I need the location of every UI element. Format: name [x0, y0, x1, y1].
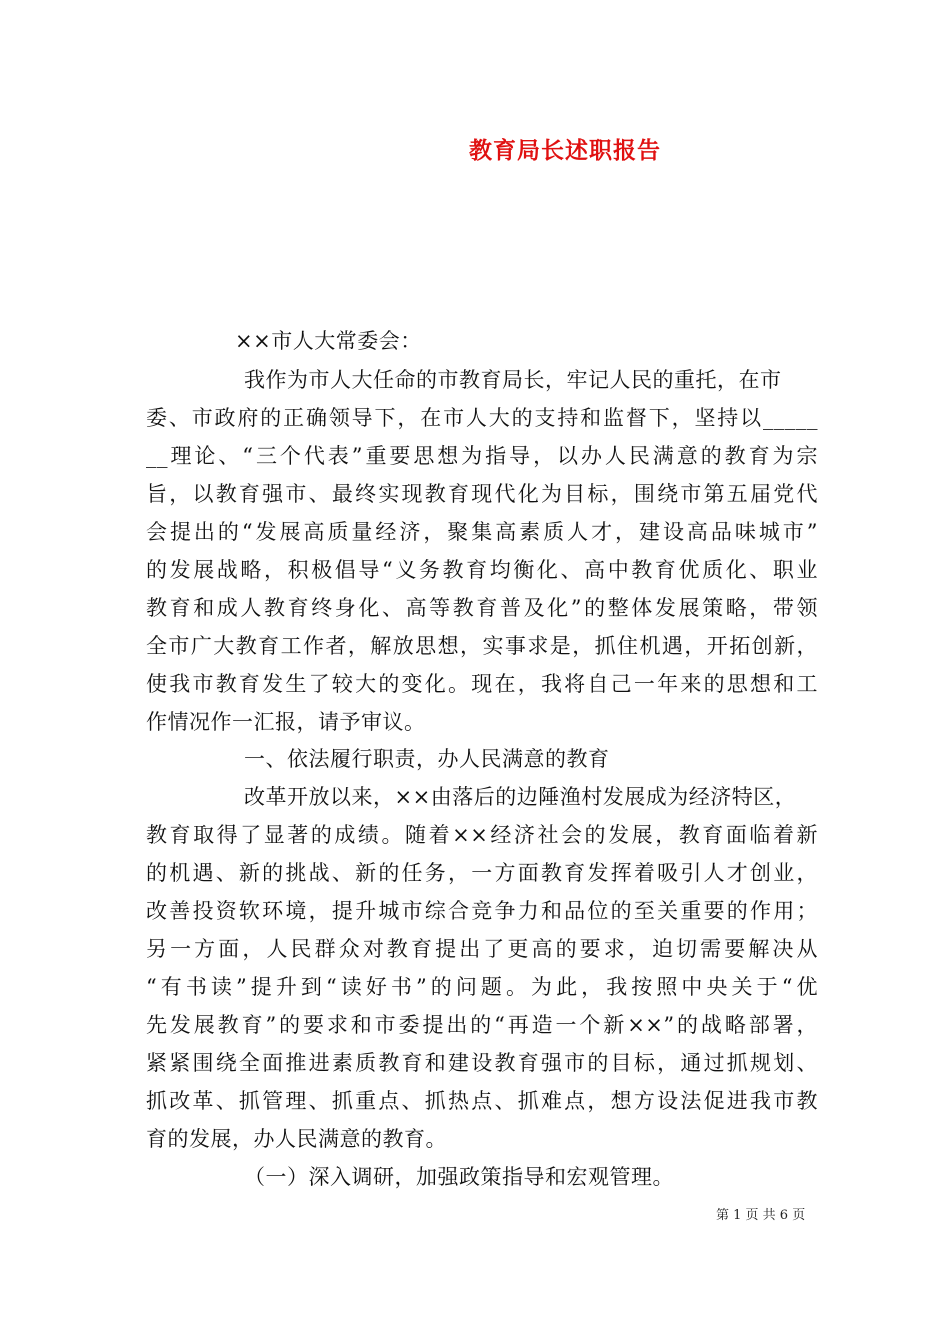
body-text-line: 使我市教育发生了较大的变化。现在，我将自己一年来的思想和工 — [146, 672, 818, 696]
page-number-footer: 第 1 页 共 6 页 — [716, 1208, 806, 1223]
document-title: 教育局长述职报告 — [469, 137, 661, 164]
body-text-line: 教育取得了显著的成绩。随着××经济社会的发展，教育面临着新 — [146, 823, 818, 847]
body-text-line: 抓改革、抓管理、抓重点、抓热点、抓难点，想方设法促进我市教 — [146, 1089, 818, 1113]
body-text-line: __理论、“三个代表”重要思想为指导，以办人民满意的教育为宗 — [146, 444, 818, 468]
body-text-line: 旨，以教育强市、最终实现教育现代化为目标，围绕市第五届党代 — [146, 482, 818, 506]
body-text-line: （一）深入调研，加强政策指导和宏观管理。 — [244, 1165, 674, 1189]
body-text-line: 委、市政府的正确领导下，在市人大的支持和监督下，坚持以_____ — [146, 406, 818, 430]
body-text-line: 紧紧围绕全面推进素质教育和建设教育强市的目标，通过抓规划、 — [146, 1051, 818, 1075]
body-text-line: 作情况作一汇报，请予审议。 — [146, 710, 426, 734]
body-text-line: 教育和成人教育终身化、高等教育普及化”的整体发展策略，带领 — [146, 596, 818, 620]
body-text-line: 的机遇、新的挑战、新的任务，一方面教育发挥着吸引人才创业， — [146, 861, 818, 885]
body-text-line: ××市人大常委会： — [235, 329, 422, 353]
body-text-line: 改革开放以来，××由落后的边陲渔村发展成为经济特区， — [244, 785, 797, 809]
body-text-line: 我作为市人大任命的市教育局长，牢记人民的重托，在市 — [244, 368, 782, 392]
body-text-line: 会提出的“发展高质量经济，聚集高素质人才，建设高品味城市” — [146, 520, 818, 544]
body-text-line: 另一方面，人民群众对教育提出了更高的要求，迫切需要解决从 — [146, 937, 818, 961]
body-text-line: 先发展教育”的要求和市委提出的“再造一个新××”的战略部署， — [146, 1013, 818, 1037]
body-text-line: 的发展战略，积极倡导“义务教育均衡化、高中教育优质化、职业 — [146, 558, 818, 582]
body-text-line: 一、依法履行职责，办人民满意的教育 — [244, 747, 610, 771]
body-text-line: 育的发展，办人民满意的教育。 — [146, 1127, 447, 1151]
body-text-line: 改善投资软环境，提升城市综合竞争力和品位的至关重要的作用； — [146, 899, 818, 923]
body-text-line: 全市广大教育工作者，解放思想，实事求是，抓住机遇，开拓创新， — [146, 634, 818, 658]
body-text-line: “有书读”提升到“读好书”的问题。为此，我按照中央关于“优 — [146, 975, 818, 999]
